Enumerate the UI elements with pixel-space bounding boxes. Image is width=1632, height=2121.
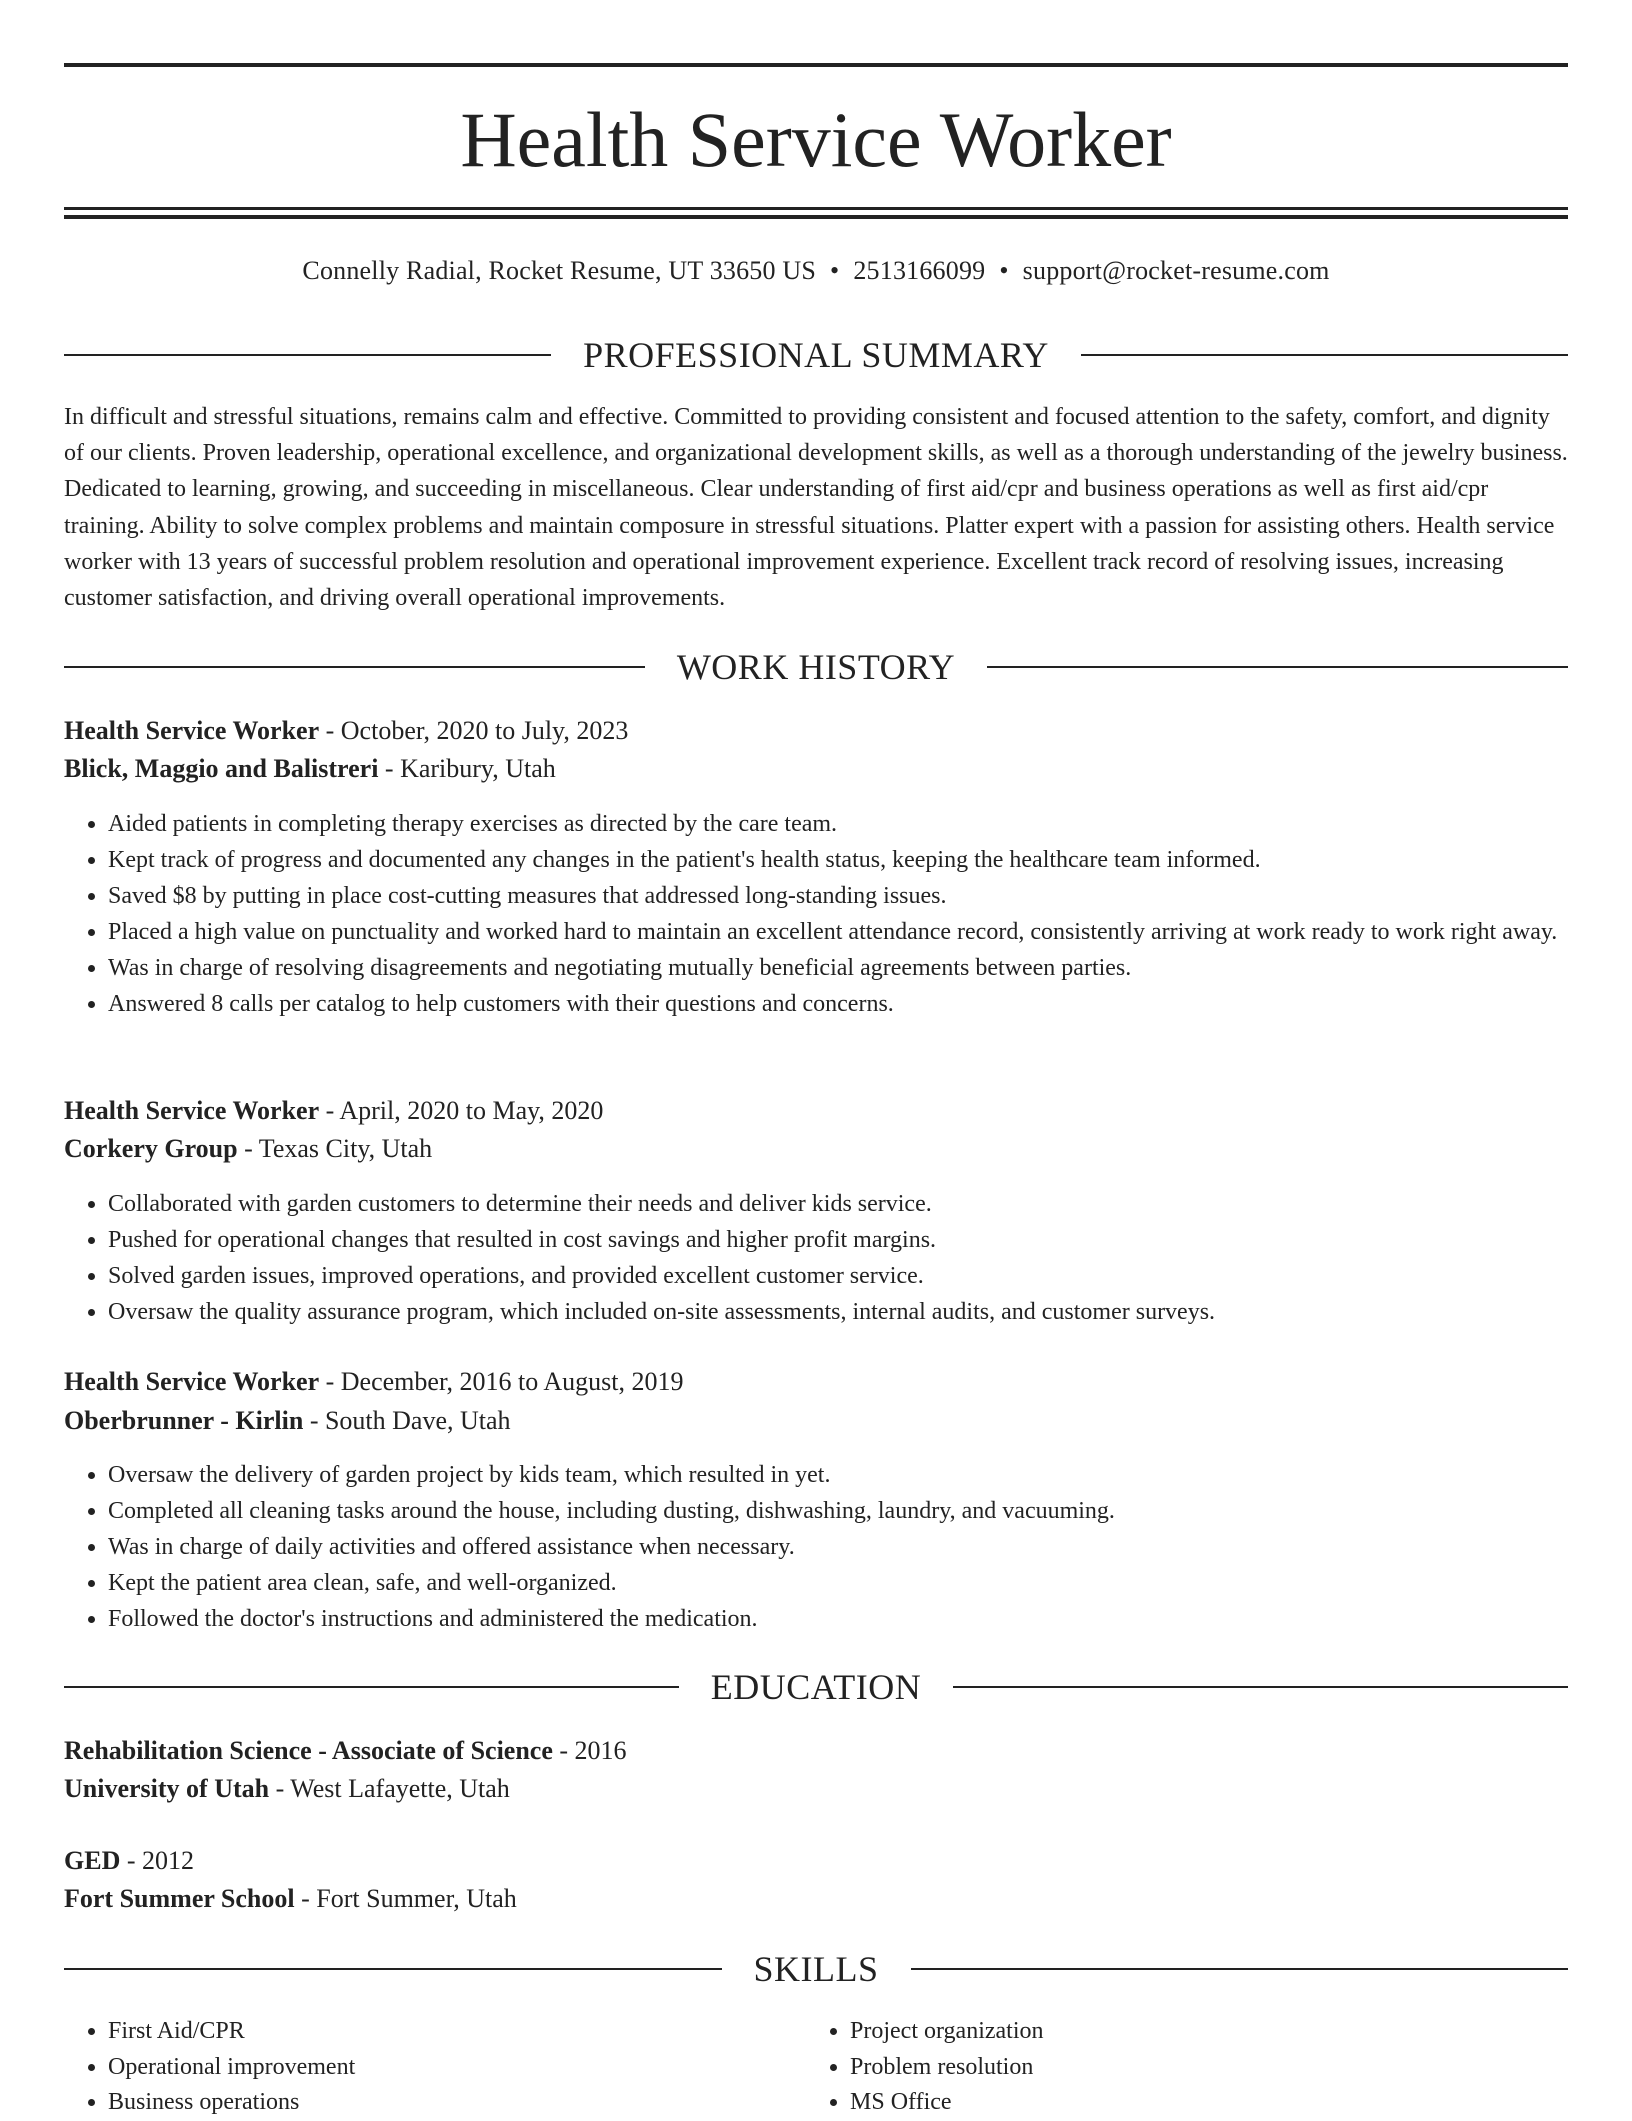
list-item: • Solved garden issues, improved operations, and provided excellent customer service. [108,1258,1568,1294]
job-bullets [64,1457,1568,1637]
education-year: - 2016 [552,1736,627,1765]
contact-address: Connelly Radial, Rocket Resume, UT 33650 US [302,256,817,285]
job-bullets [64,1186,1568,1330]
contact-separator: • [830,256,840,285]
skills-list-right [806,2014,1550,2121]
education-year: - 2012 [120,1846,195,1875]
contact-separator: • [999,256,1009,285]
education-location: - Fort Summer, Utah [294,1884,517,1913]
section-header-summary [64,335,1568,375]
job-dates: - October, 2020 to July, 2023 [319,716,629,745]
job-title: Health Service Worker [64,1367,320,1396]
list-item: • Answered 8 calls per catalog to help customers with their questions and concerns. [108,986,1568,1022]
list-item: • Oversaw the delivery of garden project by kids team, which resulted in yet. [108,1457,1568,1493]
section-rule [987,666,1568,668]
job-title: Health Service Worker [64,1096,320,1125]
section-title: EDUCATION [710,1667,922,1707]
list-item: • Pushed for operational changes that resulted in cost savings and higher profit margins. [108,1222,1568,1258]
job-company: Blick, Maggio and Balistreri [64,754,379,783]
job-dates: - April, 2020 to May, 2020 [319,1096,604,1125]
education-degree-line [64,1844,1568,1878]
education-location: - West Lafayette, Utah [269,1774,510,1803]
section-header-education [64,1667,1568,1707]
skill-item: • Business operations [108,2085,808,2121]
list-item: • Was in charge of daily activities and offered assistance when necessary. [108,1529,1568,1565]
skill-item: • Problem resolution [850,2050,1550,2086]
list-item: • Aided patients in completing therapy exercises as directed by the care team. [108,806,1568,842]
job-dates: - December, 2016 to August, 2019 [319,1367,684,1396]
section-rule [64,1968,722,1970]
summary-text: In difficult and stressful situations, remains calm and effective. Committed to providing consistent and focused attention to the safety, comfort, and dignity of our clients. Proven leadership, operational excellence, and organizational development skills, as well as a thorough understanding of the jewelry business. Dedicated to learning, growing, and succeeding in miscellaneous. Clear understanding of first aid/cpr and business operations as well as first aid/cpr training. Ability to solve complex problems and maintain composure in stressful situations. Platter expert with a passion for assisting others. Health service worker with 13 years of successful problem resolution and operational improvement experience. Excellent track record of resolving issues, increasing customer satisfaction, and driving overall operational improvements. [64,404,1568,612]
section-rule [64,354,551,356]
education-degree: GED [64,1846,121,1875]
job-company-line [64,1404,1568,1438]
list-item: • Completed all cleaning tasks around the house, including dusting, dishwashing, laundry, and vacuuming. [108,1493,1568,1529]
education-school: Fort Summer School [64,1884,295,1913]
education-degree-line [64,1734,1568,1768]
section-rule [64,666,645,668]
top-rule [64,63,1568,67]
job-location: - South Dave, Utah [303,1406,511,1435]
job-company-line [64,752,1568,786]
list-item: • Kept the patient area clean, safe, and well-organized. [108,1565,1568,1601]
section-rule [64,1686,679,1688]
job-title-line [64,714,1568,748]
job-title: Health Service Worker [64,716,320,745]
job-title-line [64,1365,1568,1399]
section-title: WORK HISTORY [676,647,956,687]
job-company-line [64,1132,1568,1166]
job-title-line [64,1094,1568,1128]
education-school-line [64,1882,1568,1916]
skills-list-left [64,2014,808,2121]
section-title: PROFESSIONAL SUMMARY [583,335,1049,375]
job-location: - Karibury, Utah [378,754,556,783]
title-double-rule-lower [64,215,1568,219]
list-item: • Saved $8 by putting in place cost-cutting measures that addressed long-standing issues. [108,878,1568,914]
section-rule [1081,354,1568,356]
section-rule [911,1968,1569,1970]
skill-item: • Project organization [850,2014,1550,2050]
skill-item: • Operational improvement [108,2050,808,2086]
list-item: • Was in charge of resolving disagreements and negotiating mutually beneficial agreements between parties. [108,950,1568,986]
job-location: - Texas City, Utah [237,1134,433,1163]
skill-item: • First Aid/CPR [108,2014,808,2050]
education-degree: Rehabilitation Science - Associate of Science [64,1736,553,1765]
skill-item: • MS Office [850,2085,1550,2121]
contact-line [64,254,1568,288]
section-header-skills [64,1949,1568,1989]
resume-title: Health Service Worker [460,96,1172,183]
section-rule [953,1686,1568,1688]
contact-phone: 2513166099 [853,256,986,285]
list-item: • Oversaw the quality assurance program, which included on-site assessments, internal audits, and customer surveys. [108,1294,1568,1330]
job-company: Corkery Group [64,1134,238,1163]
title-double-rule-upper [64,207,1568,210]
education-school: University of Utah [64,1774,270,1803]
contact-email: support@rocket-resume.com [1022,256,1330,285]
education-school-line [64,1772,1568,1806]
job-bullets [64,806,1568,1022]
list-item: • Placed a high value on punctuality and worked hard to maintain an excellent attendance record, consistently arriving at work ready to work right away. [108,914,1568,950]
section-header-work [64,647,1568,687]
list-item: • Kept track of progress and documented any changes in the patient's health status, keeping the healthcare team informed. [108,842,1568,878]
section-title: SKILLS [753,1949,879,1989]
list-item: • Followed the doctor's instructions and administered the medication. [108,1601,1568,1637]
job-company: Oberbrunner - Kirlin [64,1406,304,1435]
list-item: • Collaborated with garden customers to determine their needs and deliver kids service. [108,1186,1568,1222]
